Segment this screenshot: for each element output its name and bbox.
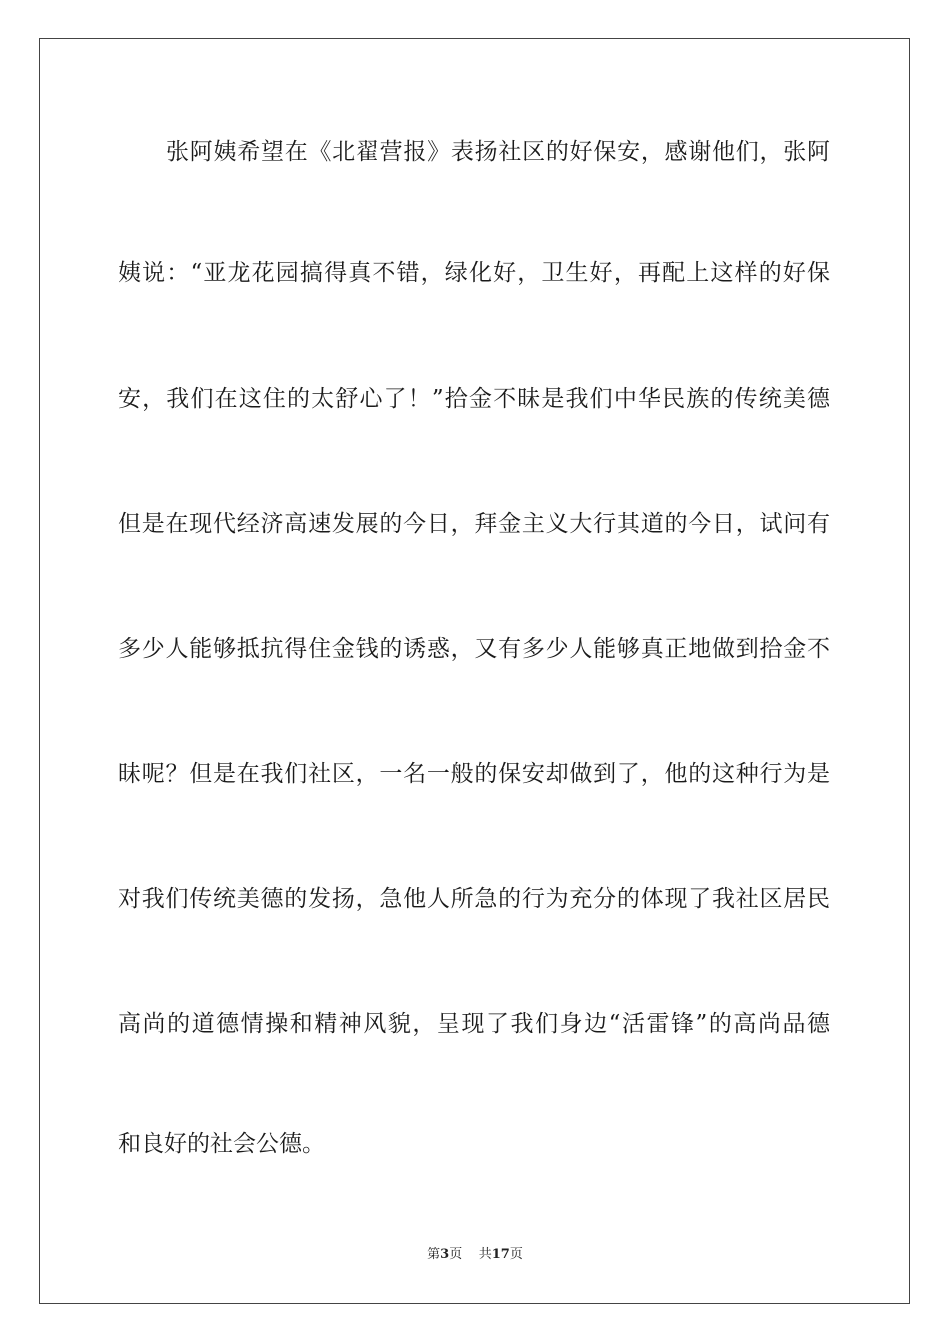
page-footer — [0, 1246, 950, 1264]
paragraph-line-5: 多少人能够抵抗得住金钱的诱惑，又有多少人能够真正地做到拾金不 — [118, 636, 830, 662]
paragraph-line-6: 昧呢？但是在我们社区，一名一般的保安却做到了，他的这种行为是 — [118, 761, 830, 787]
paragraph-line-4: 但是在现代经济高速发展的今日，拜金主义大行其道的今日，试问有 — [118, 511, 830, 537]
total-suffix: 页 — [509, 1247, 523, 1262]
paragraph-line-8: 高尚的道德情操和精神风貌，呈现了我们身边“活雷锋”的高尚品德 — [118, 1011, 830, 1037]
paragraph-line-7: 对我们传统美德的发扬，急他人所急的行为充分的体现了我社区居民 — [118, 886, 830, 912]
paragraph-line-3: 安，我们在这住的太舒心了！”拾金不昧是我们中华民族的传统美德 — [118, 386, 830, 412]
paragraph-line-2: 姨说：“亚龙花园搞得真不错，绿化好，卫生好，再配上这样的好保 — [118, 260, 830, 286]
total-pages: 17 — [491, 1247, 510, 1262]
total-prefix: 共 — [478, 1247, 492, 1262]
paragraph-line-1: 张阿姨希望在《北翟营报》表扬社区的好保安，感谢他们，张阿 — [166, 139, 830, 165]
page-number: 3 — [440, 1247, 450, 1262]
page-frame — [39, 38, 910, 1304]
paragraph-line-9: 和良好的社会公德。 — [118, 1131, 325, 1157]
page-suffix: 页 — [449, 1247, 463, 1262]
page-prefix: 第 — [427, 1247, 441, 1262]
